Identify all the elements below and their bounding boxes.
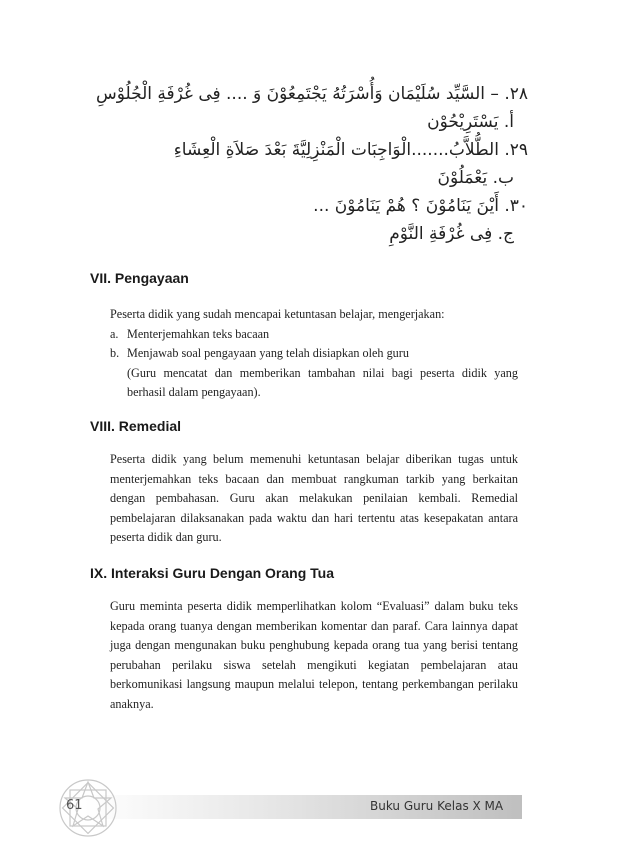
section-heading-pengayaan: VII. Pengayaan bbox=[90, 270, 189, 286]
list-item-text: Menterjemahkan teks bacaan bbox=[127, 326, 270, 341]
arabic-exercise-list bbox=[95, 80, 528, 248]
pengayaan-content bbox=[110, 305, 518, 403]
arabic-question-28: ٢٨. – السَّيِّد سُلَيْمَان وَأُسْرَتُهُ يَجْتَمِعُوْنَ وَ .... فِى غُرْفَةِ الْجُلُوْسِ bbox=[95, 84, 528, 104]
section-heading-interaksi: IX. Interaksi Guru Dengan Orang Tua bbox=[90, 565, 335, 581]
arabic-question-29: ٢٩. الطُّلاَّبُ.......الْوَاجِبَات الْمَنْزِلِيَّةَ بَعْدَ صَلاَةِ الْعِشَاءِ bbox=[173, 140, 528, 160]
pengayaan-intro: Peserta didik yang sudah mencapai ketuntasan belajar, mengerjakan: bbox=[110, 307, 445, 321]
pengayaan-note: (Guru mencatat dan memberikan tambahan nilai bagi peserta didik yang berhasil dalam pengayaan). bbox=[127, 365, 518, 399]
list-item bbox=[110, 344, 518, 364]
interaksi-paragraph: Guru meminta peserta didik memperlihatkan kolom “Evaluasi” dalam buku teks kepada orang tuanya dengan memberikan komentar dan paraf. Cara lainnya dapat juga dengan mengunakan buku penghubung kepada orang tua yang berisi tentang perubahan perilaku siswa setelah mengikuti kegiatan pembelajaran atau berkomunikasi langsung maupun melalui telepon, tentang perkembangan perilaku anaknya. bbox=[110, 599, 518, 711]
section-heading-remedial: VIII. Remedial bbox=[90, 418, 182, 434]
arabic-answer-a: أ. يَسْتَرِيْحُوْن bbox=[427, 112, 514, 132]
arabic-answer-c: ج. فِى غُرْفَةِ النَّوْمِ bbox=[389, 224, 514, 244]
arabic-answer-b: ب. يَعْمَلُوْنَ bbox=[437, 168, 514, 188]
remedial-paragraph: Peserta didik yang belum memenuhi ketuntasan belajar diberikan tugas untuk menterjemahkan teks bacaan dan membuat rangkuman tarkib yang berkaitan dengan pembahasan. Guru akan melakukan penilaian kembali. Remedial pembelajaran dilaksanakan pada waktu dan hari tertentu atas kesepakatan antara peserta didik dan guru. bbox=[110, 452, 518, 544]
list-item-text: Menjawab soal pengayaan yang telah disiapkan oleh guru bbox=[127, 346, 409, 360]
arabic-question-30: ٣٠. أَيْنَ يَنَامُوْنَ ؟ هُمْ يَنَامُوْنَ ... bbox=[313, 196, 528, 216]
list-marker: b. bbox=[110, 346, 120, 360]
list-marker: a. bbox=[110, 326, 119, 341]
list-item bbox=[110, 325, 518, 345]
page-number: 61 bbox=[66, 798, 83, 813]
book-title: Buku Guru Kelas X MA bbox=[370, 799, 504, 813]
